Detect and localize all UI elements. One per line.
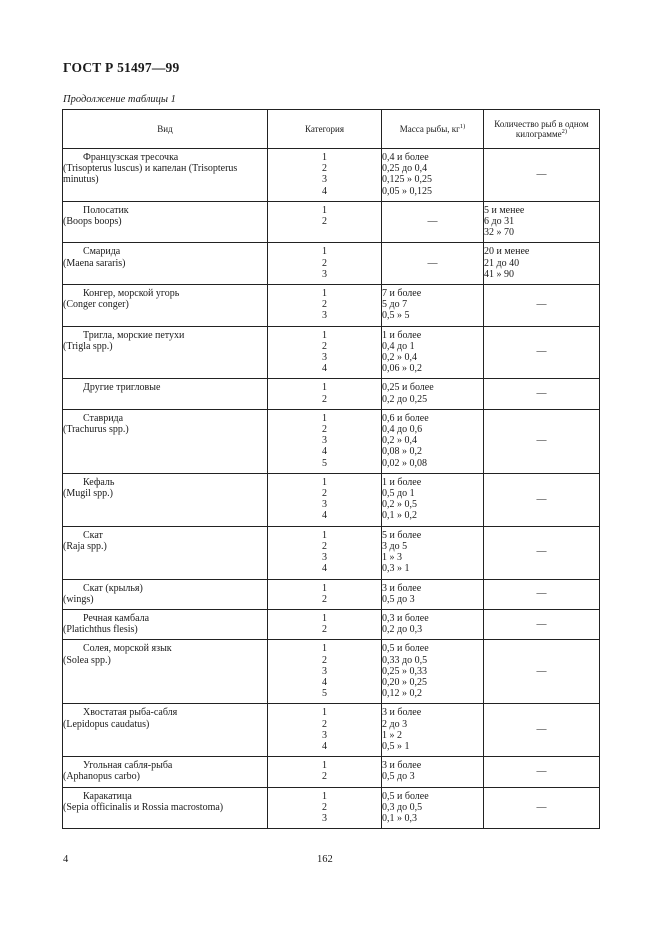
mass-value: 0,125 » 0,25: [382, 174, 432, 186]
mass-value: 0,4 и более: [382, 152, 429, 163]
category-value: 3: [322, 499, 327, 511]
category-value: 2: [322, 393, 327, 405]
mass-value: 0,5 » 5: [382, 310, 410, 322]
mass-cell: [382, 787, 484, 829]
count-per-kg-cell: [484, 757, 600, 787]
mass-value: 0,2 » 0,4: [382, 435, 417, 447]
mass-cell: [382, 326, 484, 379]
category-value: 1: [322, 329, 327, 341]
mass-value: 0,3 и более: [382, 612, 429, 624]
mass-value: 0,5 до 3: [382, 593, 415, 605]
category-value: 1: [322, 760, 327, 772]
mass-value: 0,25 и более: [382, 382, 434, 394]
category-cell: [268, 326, 382, 379]
species-name-cell: [63, 757, 268, 787]
count-value: —: [536, 346, 547, 358]
mass-value: 1 » 3: [382, 552, 402, 564]
mass-value: —: [427, 257, 438, 269]
count-per-kg-cell: [484, 787, 600, 829]
species-name-line: Конгер, морской угорь: [83, 288, 180, 300]
count-value: —: [536, 765, 547, 777]
document-title: ГОСТ Р 51497—99: [63, 60, 180, 75]
category-value: 3: [322, 310, 327, 322]
category-value: 2: [322, 216, 327, 228]
species-name-line: Кефаль: [83, 476, 115, 488]
category-cell: [268, 609, 382, 639]
header-species: Вид: [63, 110, 268, 149]
count-value: 41 » 90: [484, 268, 514, 280]
species-name-line: (Platichthus flesis): [63, 624, 138, 636]
mass-value: 0,1 » 0,2: [382, 510, 417, 522]
species-name-line: minutus): [63, 174, 99, 186]
species-name-line: Ставрида: [83, 412, 124, 424]
species-name-line: Угольная сабля-рыба: [83, 760, 173, 772]
species-name-cell: [63, 149, 268, 202]
header-mass: Масса рыбы, $кг^{1)}$: [382, 110, 484, 149]
mass-value: 0,12 » 0,2: [382, 688, 422, 700]
category-value: 4: [322, 185, 327, 197]
table-row: [63, 379, 600, 409]
mass-cell: [382, 149, 484, 202]
mass-value: 0,6 и более: [382, 412, 429, 424]
mass-value: 0,25 » 0,33: [382, 665, 427, 677]
species-name-cell: [63, 326, 268, 379]
mass-value: 0,2 до 0,3: [382, 624, 423, 636]
species-name-line: (wings): [63, 593, 94, 605]
species-name-line: (Trachurus spp.): [63, 424, 129, 436]
mass-value: 3 и более: [382, 582, 422, 594]
category-value: 4: [322, 446, 327, 458]
mass-value: 1 и более: [382, 476, 422, 488]
count-value: —: [536, 618, 547, 630]
category-value: 1: [322, 204, 327, 216]
category-cell: [268, 526, 382, 579]
count-value: —: [536, 588, 547, 600]
species-name-cell: [63, 285, 268, 327]
mass-value: 0,5 до 1: [382, 488, 415, 500]
category-cell: [268, 757, 382, 787]
category-value: 3: [322, 665, 327, 677]
species-name-line: Тригла, морские петухи: [83, 329, 185, 341]
fish-category-table: [62, 109, 600, 829]
count-per-kg-cell: [484, 379, 600, 409]
species-name-line: Каракатица: [83, 790, 132, 802]
mass-value: 0,5 до 3: [382, 771, 415, 783]
category-value: 2: [322, 718, 327, 730]
count-per-kg-cell: [484, 609, 600, 639]
species-name-line: Солея, морской язык: [83, 643, 172, 655]
mass-value: 2 до 3: [382, 718, 408, 730]
species-name-cell: [63, 787, 268, 829]
category-value: 2: [322, 340, 327, 352]
category-value: 2: [322, 299, 327, 311]
table-header-row: [63, 110, 600, 149]
category-cell: [268, 409, 382, 473]
category-value: 3: [322, 268, 327, 280]
mass-cell: [382, 243, 484, 285]
count-per-kg-cell: [484, 243, 600, 285]
species-name-cell: [63, 609, 268, 639]
category-value: 3: [322, 352, 327, 364]
mass-value: 0,25 до 0,4: [382, 163, 428, 175]
category-value: 4: [322, 563, 327, 575]
category-value: 4: [322, 363, 327, 375]
mass-value: 0,05 » 0,125: [382, 185, 432, 197]
category-value: 1: [322, 582, 327, 594]
table-row: [63, 201, 600, 243]
category-value: 2: [322, 771, 327, 783]
count-value: —: [536, 435, 547, 447]
species-name-line: (Mugil spp.): [63, 488, 113, 500]
count-per-kg-cell: [484, 285, 600, 327]
category-value: 3: [322, 174, 327, 186]
count-per-kg-cell: [484, 326, 600, 379]
species-name-cell: [63, 379, 268, 409]
category-value: 1: [322, 643, 327, 655]
category-cell: [268, 579, 382, 609]
page-number-center: 162: [317, 854, 333, 865]
category-value: 2: [322, 488, 327, 500]
species-name-line: Скат (крылья): [83, 582, 143, 594]
count-value: 21 до 40: [484, 257, 520, 269]
table-row: [63, 326, 600, 379]
table-row: [63, 787, 600, 829]
species-name-cell: [63, 409, 268, 473]
species-name-line: Французская тресочка: [83, 152, 179, 163]
table-row: [63, 640, 600, 704]
mass-value: 7 и более: [382, 288, 422, 300]
mass-cell: [382, 609, 484, 639]
table-row: [63, 704, 600, 757]
count-value: 6 до 31: [484, 216, 515, 228]
species-name-cell: [63, 579, 268, 609]
table-row: [63, 609, 600, 639]
category-value: 4: [322, 676, 327, 688]
species-name-line: Смарида: [83, 246, 121, 258]
header-category: Категория: [268, 110, 382, 149]
mass-cell: [382, 526, 484, 579]
mass-value: —: [427, 216, 438, 228]
category-value: 5: [322, 457, 327, 469]
mass-value: 0,4 до 0,6: [382, 424, 423, 436]
mass-value: 1 » 2: [382, 729, 402, 741]
category-value: 1: [322, 707, 327, 719]
count-value: —: [536, 299, 547, 311]
count-value: —: [536, 801, 547, 813]
species-name-line: (Aphanopus carbo): [63, 771, 140, 783]
species-name-line: (Trisopterus luscus) и капелан (Trisopterus: [63, 163, 238, 175]
category-value: 2: [322, 163, 327, 175]
species-name-line: (Boops boops): [63, 216, 122, 228]
category-cell: [268, 473, 382, 526]
mass-cell: [382, 379, 484, 409]
mass-value: 0,2 до 0,25: [382, 393, 428, 405]
category-value: 2: [322, 624, 327, 636]
mass-cell: [382, 704, 484, 757]
table-row: [63, 285, 600, 327]
species-name-cell: [63, 704, 268, 757]
category-value: 3: [322, 552, 327, 564]
table-continuation-caption: Продолжение таблицы 1: [63, 94, 176, 105]
mass-value: 0,06 » 0,2: [382, 363, 422, 375]
category-cell: [268, 379, 382, 409]
mass-value: 0,2 » 0,4: [382, 352, 417, 364]
mass-value: 0,3 до 0,5: [382, 801, 423, 813]
mass-value: 0,02 » 0,08: [382, 457, 427, 469]
category-value: 5: [322, 688, 327, 700]
species-name-line: (Trigla spp.): [63, 340, 113, 352]
species-name-line: (Sepia officinalis и Rossia macrostoma): [63, 801, 224, 813]
species-name-line: Другие тригловые: [83, 382, 161, 394]
mass-cell: [382, 640, 484, 704]
table-row: [63, 526, 600, 579]
category-value: 2: [322, 540, 327, 552]
category-value: 4: [322, 510, 327, 522]
count-per-kg-cell: [484, 640, 600, 704]
count-per-kg-cell: [484, 409, 600, 473]
category-value: 3: [322, 435, 327, 447]
category-value: 2: [322, 593, 327, 605]
category-value: 1: [322, 246, 327, 258]
count-value: —: [536, 168, 547, 180]
category-value: 1: [322, 288, 327, 300]
species-name-line: Речная камбала: [83, 612, 150, 624]
table-row: [63, 473, 600, 526]
species-name-cell: [63, 526, 268, 579]
mass-value: 0,2 » 0,5: [382, 499, 417, 511]
species-name-line: (Conger conger): [63, 299, 129, 311]
count-per-kg-cell: [484, 201, 600, 243]
mass-value: 0,5 и более: [382, 643, 429, 655]
count-value: —: [536, 665, 547, 677]
header-count-per-kg: Количество рыб в одном килограмме$^{2)}$: [484, 110, 600, 149]
category-cell: [268, 787, 382, 829]
category-value: 1: [322, 529, 327, 541]
category-value: 4: [322, 740, 327, 752]
mass-value: 5 до 7: [382, 299, 408, 311]
mass-value: 1 и более: [382, 329, 422, 341]
table-row: [63, 579, 600, 609]
mass-value: 0,20 » 0,25: [382, 676, 427, 688]
species-name-line: (Raja spp.): [63, 540, 107, 552]
species-name-cell: [63, 243, 268, 285]
species-name-line: Хвостатая рыба-сабля: [83, 707, 178, 719]
category-value: 1: [322, 612, 327, 624]
mass-value: 0,3 » 1: [382, 563, 410, 575]
mass-value: 5 и более: [382, 529, 422, 541]
count-value: —: [536, 724, 547, 736]
species-name-cell: [63, 473, 268, 526]
category-value: 1: [322, 476, 327, 488]
category-cell: [268, 285, 382, 327]
mass-cell: [382, 409, 484, 473]
mass-value: 0,08 » 0,2: [382, 446, 422, 458]
category-cell: [268, 640, 382, 704]
category-cell: [268, 704, 382, 757]
table-row: [63, 409, 600, 473]
count-per-kg-cell: [484, 526, 600, 579]
category-value: 3: [322, 812, 327, 824]
mass-cell: [382, 473, 484, 526]
category-cell: [268, 149, 382, 202]
count-per-kg-cell: [484, 473, 600, 526]
category-value: 2: [322, 654, 327, 666]
page-number-left: 4: [63, 854, 69, 865]
count-value: 20 и менее: [484, 246, 530, 258]
count-value: 5 и менее: [484, 204, 525, 216]
mass-value: 3 до 5: [382, 540, 408, 552]
mass-value: 0,5 и более: [382, 790, 429, 802]
table-row: [63, 243, 600, 285]
mass-value: 0,4 до 1: [382, 340, 415, 352]
species-name-line: (Solea spp.): [63, 654, 111, 666]
category-value: 1: [322, 412, 327, 424]
species-name-cell: [63, 640, 268, 704]
count-value: —: [536, 388, 547, 400]
mass-value: 0,1 » 0,3: [382, 812, 417, 824]
category-value: 2: [322, 424, 327, 436]
mass-value: 0,5 » 1: [382, 740, 410, 752]
category-value: 1: [322, 152, 327, 163]
species-name-line: (Lepidopus caudatus): [63, 718, 150, 730]
count-value: 32 » 70: [484, 227, 514, 239]
table-row: [63, 757, 600, 787]
mass-value: 3 и более: [382, 707, 422, 719]
category-cell: [268, 201, 382, 243]
category-value: 1: [322, 382, 327, 394]
count-per-kg-cell: [484, 579, 600, 609]
mass-cell: [382, 285, 484, 327]
count-per-kg-cell: [484, 704, 600, 757]
category-value: 2: [322, 257, 327, 269]
category-cell: [268, 243, 382, 285]
table-row: [63, 149, 600, 202]
category-value: 1: [322, 790, 327, 802]
mass-cell: [382, 201, 484, 243]
count-value: —: [536, 493, 547, 505]
mass-cell: [382, 579, 484, 609]
category-value: 2: [322, 801, 327, 813]
species-name-cell: [63, 201, 268, 243]
species-name-line: (Maena sararis): [63, 257, 126, 269]
mass-value: 3 и более: [382, 760, 422, 772]
species-name-line: Полосатик: [83, 204, 129, 216]
count-value: —: [536, 546, 547, 558]
category-value: 3: [322, 729, 327, 741]
mass-value: 0,33 до 0,5: [382, 654, 428, 666]
species-name-line: Скат: [83, 529, 103, 541]
count-per-kg-cell: [484, 149, 600, 202]
mass-cell: [382, 757, 484, 787]
